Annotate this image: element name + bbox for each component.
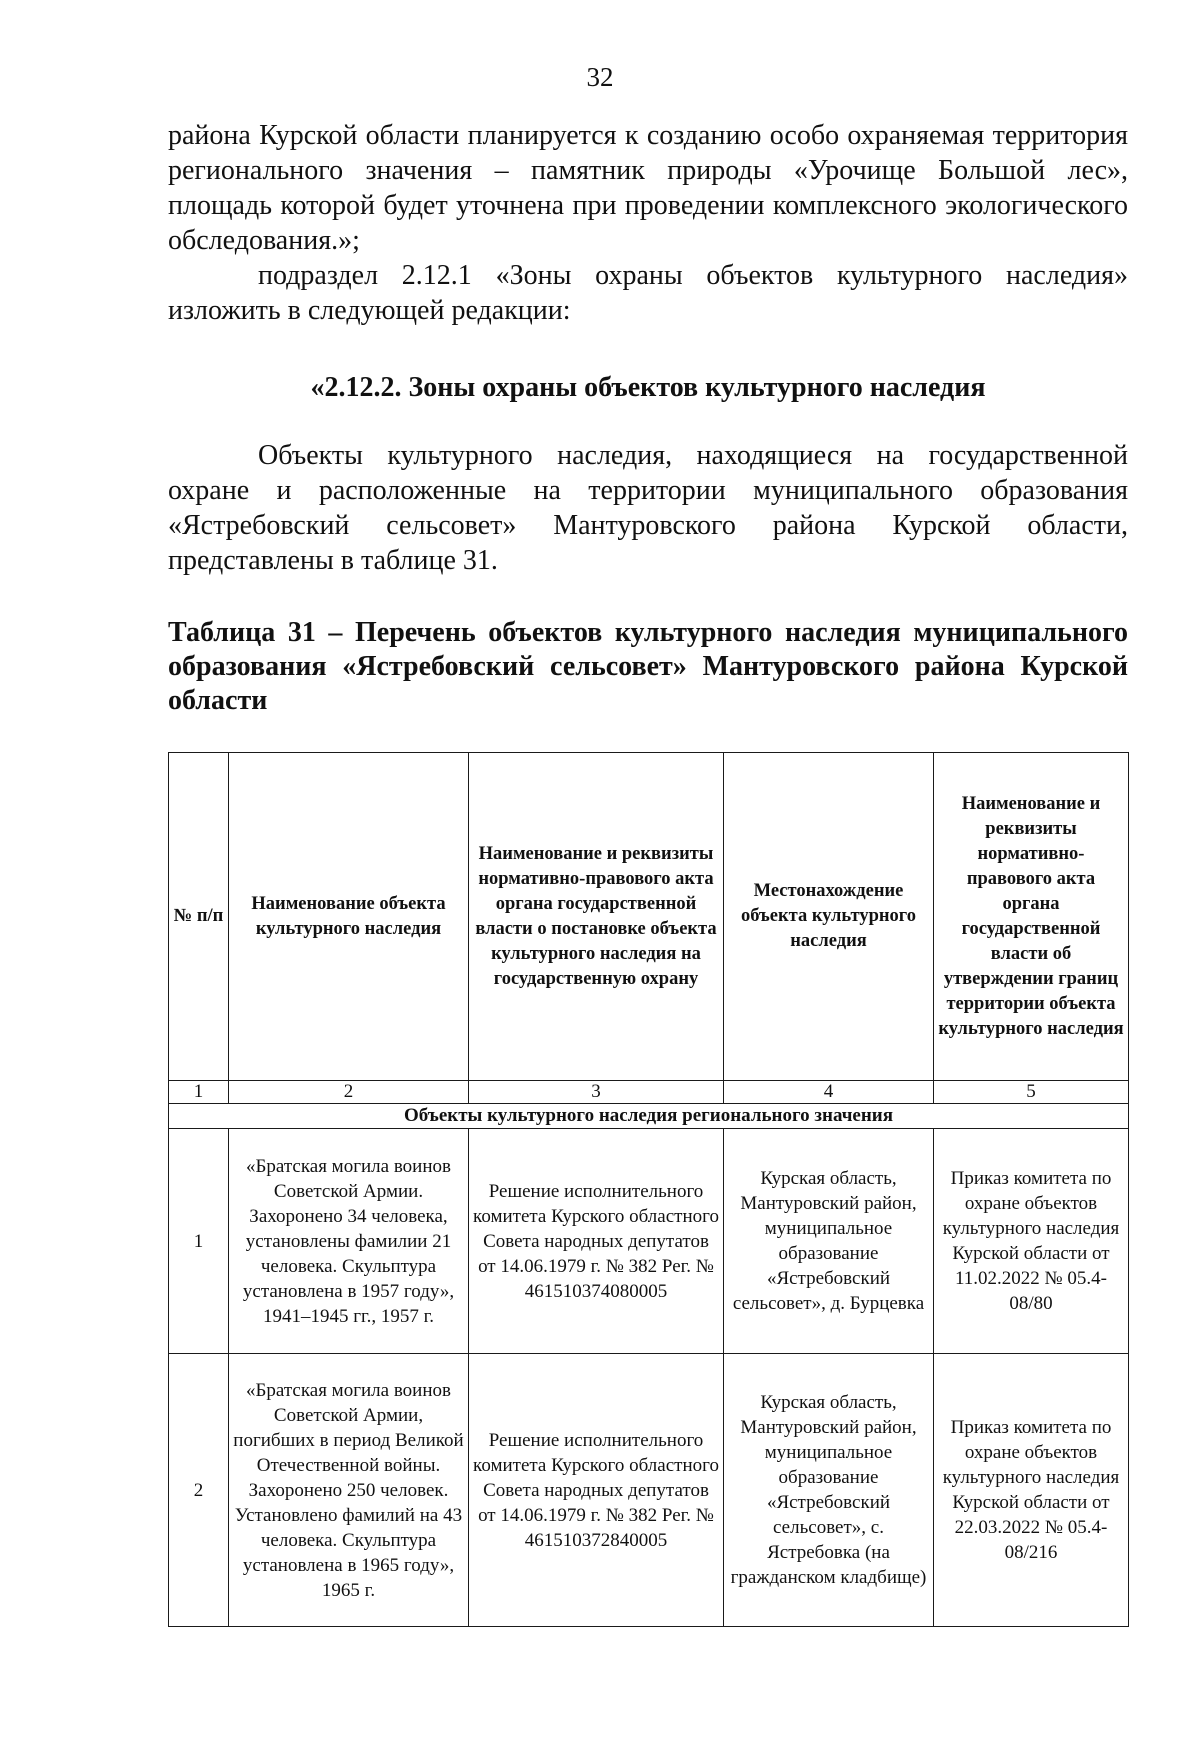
row-registration-act: Решение исполнительного комитета Курского областного Совета народных депутатов от 14.06.1979 г. № 382 Рег. № 461510372840005 — [469, 1354, 724, 1627]
table-row — [169, 1129, 1129, 1354]
header-object-name: Наименование объекта культурного наследия — [229, 753, 469, 1081]
row-boundary-act: Приказ комитета по охране объектов культурного наследия Курской области от 22.03.2022 № 05.4-08/216 — [934, 1354, 1129, 1627]
row-num: 2 — [169, 1354, 229, 1627]
row-boundary-act: Приказ комитета по охране объектов культурного наследия Курской области от 11.02.2022 № 05.4-08/80 — [934, 1129, 1129, 1354]
row-object: «Братская могила воинов Советской Армии, погибших в период Великой Отечественной войны. Захоронено 250 человек. Установлено фамилий на 43 человека. Скульптура установлена в 1965 году», 1965 г. — [229, 1354, 469, 1627]
header-registration-act: Наименование и реквизиты нормативно-правового акта органа государственной власти о постановке объекта культурного наследия на государственную охрану — [469, 753, 724, 1081]
column-number: 4 — [724, 1081, 934, 1104]
column-number: 5 — [934, 1081, 1129, 1104]
row-object: «Братская могила воинов Советской Армии. Захоронено 34 человека, установлены фамилии 21 человека. Скульптура установлена в 1957 году», 1941–1945 гг., 1957 г. — [229, 1129, 469, 1354]
paragraph-1: района Курской области планируется к созданию особо охраняемая территория регионального значения – памятник природы «Урочище Большой лес», площадь которой будет уточнена при проведении комплексного экологического обследования.»; — [168, 120, 1128, 256]
row-location: Курская область, Мантуровский район, муниципальное образование «Ястребовский сельсовет», с. Ястребовка (на гражданском кладбище) — [724, 1354, 934, 1627]
table-caption-block — [168, 616, 1128, 718]
section-title-row — [169, 1104, 1129, 1129]
column-number: 1 — [169, 1081, 229, 1104]
table-row — [169, 1354, 1129, 1627]
column-number-row — [169, 1081, 1129, 1104]
intro-paragraph-block — [168, 438, 1128, 578]
header-num: № п/п — [169, 753, 229, 1081]
paragraph-3: Объекты культурного наследия, находящиеся на государственной охране и расположенные на территории муниципального образования «Ястребовский сельсовет» Мантуровского района Курской области, представлены в таблице 31. — [168, 440, 1128, 576]
column-number: 2 — [229, 1081, 469, 1104]
row-num: 1 — [169, 1129, 229, 1354]
heritage-objects-table — [168, 752, 1129, 1627]
row-location: Курская область, Мантуровский район, муниципальное образование «Ястребовский сельсовет», д. Бурцевка — [724, 1129, 934, 1354]
continuation-paragraph-block — [168, 118, 1128, 328]
paragraph-2: подраздел 2.12.1 «Зоны охраны объектов культурного наследия» изложить в следующей редакции: — [168, 260, 1128, 326]
page-number: 32 — [586, 62, 614, 92]
section-title: Объекты культурного наследия регионального значения — [169, 1104, 1129, 1129]
header-boundary-act: Наименование и реквизиты нормативно-правового акта органа государственной власти об утверждении границ территории объекта культурного наследия — [934, 753, 1129, 1081]
section-heading: «2.12.2. Зоны охраны объектов культурного наследия — [310, 372, 986, 403]
table-caption: Таблица 31 – Перечень объектов культурного наследия муниципального образования «Ястребовский сельсовет» Мантуровского района Курской области — [168, 617, 1128, 716]
table-header-row — [169, 753, 1129, 1081]
header-location: Местонахождение объекта культурного наследия — [724, 753, 934, 1081]
column-number: 3 — [469, 1081, 724, 1104]
row-registration-act: Решение исполнительного комитета Курского областного Совета народных депутатов от 14.06.1979 г. № 382 Рег. № 461510374080005 — [469, 1129, 724, 1354]
